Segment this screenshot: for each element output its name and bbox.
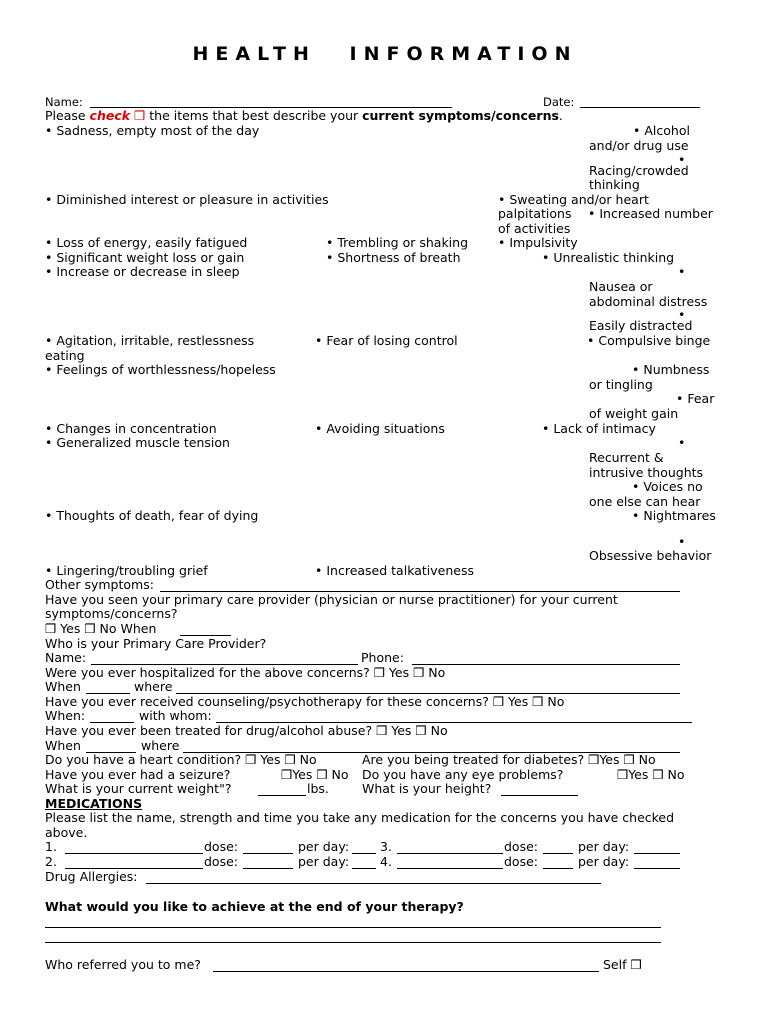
hosp-when-label: When: [45, 679, 81, 694]
weight-unit: lbs.: [307, 781, 329, 796]
pcp-phone-label: Phone:: [361, 650, 404, 665]
med-4-perday-field[interactable]: [634, 868, 680, 869]
symptom-racing[interactable]: Racing/crowded: [589, 163, 689, 178]
med-3-perday-label: per day:: [578, 839, 630, 854]
check-box-icon: ❒: [134, 108, 146, 123]
heart-question[interactable]: Do you have a heart condition? ❒ Yes ❒ No: [45, 752, 317, 767]
seizure-yes-no[interactable]: ❒Yes ❒ No: [281, 767, 349, 782]
med-4-dose-label: dose:: [504, 854, 538, 869]
symptom-talkative[interactable]: • Increased talkativeness: [315, 563, 474, 578]
allergies-field[interactable]: [146, 883, 601, 884]
weight-field[interactable]: [258, 795, 306, 796]
hosp-where-label: where: [134, 679, 173, 694]
date-field[interactable]: [580, 107, 700, 108]
drug-when-label: When: [45, 738, 81, 753]
date-label: Date:: [543, 95, 575, 109]
pcp-name-label: Name:: [45, 650, 87, 665]
symptom-obsessive[interactable]: Obsessive behavior: [589, 548, 712, 563]
symptom-avoiding[interactable]: • Avoiding situations: [315, 421, 445, 436]
referred-field[interactable]: [213, 971, 599, 972]
symptom-shortness[interactable]: • Shortness of breath: [326, 250, 461, 265]
med-3-perday-field[interactable]: [634, 853, 680, 854]
eye-question: Do you have any eye problems?: [362, 767, 564, 782]
pcp-question: Have you seen your primary care provider (physician or nurse practitioner) for your current: [45, 592, 618, 607]
medications-instructions-cont: above.: [45, 825, 88, 840]
symptom-nightmares[interactable]: • Nightmares: [632, 508, 716, 523]
symptom-fear-control[interactable]: • Fear of losing control: [315, 333, 458, 348]
symptom-sleep[interactable]: • Increase or decrease in sleep: [45, 264, 240, 279]
med-1-dose-field[interactable]: [243, 853, 293, 854]
achieve-field-1[interactable]: [45, 927, 661, 928]
symptom-recurrent-cont: intrusive thoughts: [589, 465, 704, 480]
symptom-sweating[interactable]: • Sweating and/or heart: [498, 192, 649, 207]
symptom-worthless[interactable]: • Feelings of worthlessness/hopeless: [45, 362, 276, 377]
bullet-icon: •: [678, 307, 686, 322]
other-symptoms-label: Other symptoms:: [45, 577, 154, 592]
symptom-death[interactable]: • Thoughts of death, fear of dying: [45, 508, 259, 523]
instr-end: .: [558, 108, 563, 123]
pcp-question-cont: symptoms/concerns?: [45, 606, 178, 621]
instructions: [45, 109, 563, 124]
symptom-alcohol[interactable]: • Alcohol: [633, 123, 690, 138]
medications-heading: MEDICATIONS: [45, 796, 143, 811]
symptom-intimacy[interactable]: • Lack of intimacy: [542, 421, 656, 436]
symptom-binge[interactable]: • Compulsive binge: [587, 333, 711, 348]
check-word: check: [89, 108, 131, 123]
symptom-increased-number[interactable]: • Increased number: [588, 206, 713, 221]
eye-yes-no[interactable]: ❒Yes ❒ No: [617, 767, 685, 782]
bullet-icon: •: [678, 152, 686, 167]
symptom-nausea[interactable]: Nausea or: [589, 279, 653, 294]
symptom-sweating-cont: palpitations: [498, 206, 572, 221]
instr-bold: current symptoms/concerns: [362, 108, 559, 123]
symptom-voices[interactable]: • Voices no: [632, 479, 703, 494]
symptom-diminished[interactable]: • Diminished interest or pleasure in activities: [45, 192, 329, 207]
med-3-number: 3.: [380, 839, 392, 854]
counsel-when-label: When:: [45, 708, 86, 723]
med-1-perday-label: per day:: [298, 839, 350, 854]
symptom-numbness-cont: or tingling: [589, 377, 653, 392]
bullet-icon: •: [678, 435, 686, 450]
drug-abuse-question[interactable]: Have you ever been treated for drug/alcohol abuse? ❒ Yes ❒ No: [45, 723, 448, 738]
achieve-field-2[interactable]: [45, 942, 661, 943]
med-4-number: 4.: [380, 854, 392, 869]
medications-instructions: Please list the name, strength and time you take any medication for the concerns you have checked: [45, 810, 675, 825]
counseling-question[interactable]: Have you ever received counseling/psychotherapy for these concerns? ❒ Yes ❒ No: [45, 694, 565, 709]
height-field[interactable]: [501, 795, 578, 796]
hospitalized-question[interactable]: Were you ever hospitalized for the above concerns? ❒ Yes ❒ No: [45, 665, 446, 680]
med-4-name-field[interactable]: [397, 868, 503, 869]
self-checkbox[interactable]: Self ❒: [603, 957, 642, 972]
symptom-increased-number-cont: of activities: [498, 221, 571, 236]
symptom-voices-cont: one else can hear: [589, 494, 701, 509]
med-2-perday-label: per day:: [298, 854, 350, 869]
symptom-agitation[interactable]: • Agitation, irritable, restlessness: [45, 333, 255, 348]
symptom-alcohol-cont: and/or drug use: [589, 138, 689, 153]
med-1-dose-label: dose:: [204, 839, 238, 854]
symptom-recurrent[interactable]: Recurrent &: [589, 450, 664, 465]
bullet-icon: •: [678, 264, 686, 279]
weight-question: What is your current weight"?: [45, 781, 232, 796]
drug-where-label: where: [141, 738, 180, 753]
pcp-yes-no[interactable]: ❒ Yes ❒ No When: [45, 621, 157, 636]
counsel-with-whom-label: with whom:: [139, 708, 212, 723]
instr-mid: the items that best describe your: [145, 108, 363, 123]
page-title: HEALTH INFORMATION: [192, 43, 578, 65]
symptom-sadness[interactable]: • Sadness, empty most of the day: [45, 123, 260, 138]
symptom-grief[interactable]: • Lingering/troubling grief: [45, 563, 208, 578]
med-2-dose-label: dose:: [204, 854, 238, 869]
name-label: Name:: [45, 95, 83, 109]
med-4-dose-field[interactable]: [543, 868, 573, 869]
pcp-who-label: Who is your Primary Care Provider?: [45, 636, 267, 651]
bullet-icon: •: [678, 534, 686, 549]
med-2-number: 2.: [45, 854, 57, 869]
symptom-distracted[interactable]: Easily distracted: [589, 318, 693, 333]
symptom-muscle[interactable]: • Generalized muscle tension: [45, 435, 230, 450]
pcp-phone-field[interactable]: [412, 664, 680, 665]
med-1-number: 1.: [45, 839, 57, 854]
symptom-concentration[interactable]: • Changes in concentration: [45, 421, 217, 436]
med-4-perday-label: per day:: [578, 854, 630, 869]
height-question: What is your height?: [362, 781, 492, 796]
med-2-dose-field[interactable]: [243, 868, 293, 869]
symptom-fear-weight[interactable]: • Fear: [676, 391, 715, 406]
med-3-dose-label: dose:: [504, 839, 538, 854]
seizure-question: Have you ever had a seizure?: [45, 767, 231, 782]
symptom-racing-cont: thinking: [589, 177, 640, 192]
diabetes-question[interactable]: Are you being treated for diabetes? ❒Yes ❒ No: [362, 752, 656, 767]
med-3-name-field[interactable]: [397, 853, 503, 854]
med-3-dose-field[interactable]: [543, 853, 573, 854]
med-2-perday-field[interactable]: [352, 868, 376, 869]
achieve-question: What would you like to achieve at the end of your therapy?: [45, 899, 464, 914]
symptom-nausea-cont: abdominal distress: [589, 294, 708, 309]
symptom-impulsivity[interactable]: • Impulsivity: [498, 235, 578, 250]
symptom-loss-energy[interactable]: • Loss of energy, easily fatigued: [45, 235, 248, 250]
symptom-weight[interactable]: • Significant weight loss or gain: [45, 250, 245, 265]
symptom-binge-cont: eating: [45, 348, 85, 363]
med-1-name-field[interactable]: [65, 853, 203, 854]
allergies-label: Drug Allergies:: [45, 869, 138, 884]
symptom-trembling[interactable]: • Trembling or shaking: [326, 235, 469, 250]
med-1-perday-field[interactable]: [352, 853, 376, 854]
symptom-numbness[interactable]: • Numbness: [632, 362, 710, 377]
referred-label: Who referred you to me?: [45, 957, 201, 972]
symptom-unrealistic[interactable]: • Unrealistic thinking: [542, 250, 675, 265]
symptom-fear-weight-cont: of weight gain: [589, 406, 679, 421]
instr-pre: Please: [45, 108, 90, 123]
